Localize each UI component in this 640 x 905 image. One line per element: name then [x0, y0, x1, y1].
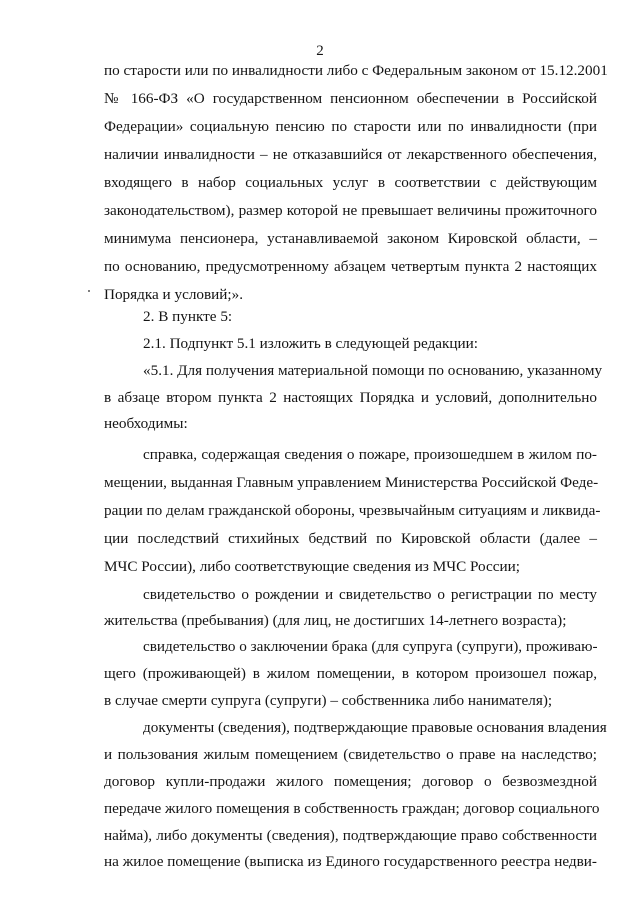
text-line: документы (сведения), подтверждающие правовые основания владения	[143, 719, 607, 736]
text-line: свидетельство о заключении брака (для супруга (супруги), проживаю-	[143, 638, 598, 655]
text-line: свидетельство о рождении и свидетельство о регистрации по месту	[143, 586, 597, 603]
text-line: минимума пенсионера, устанавливаемой законом Кировской области, –	[104, 230, 597, 247]
text-line: ции последствий стихийных бедствий по Кировской области (далее –	[104, 530, 597, 547]
text-line: «5.1. Для получения материальной помощи по основанию, указанному	[143, 362, 603, 379]
text-line: щего (проживающей) в жилом помещении, в котором произошел пожар,	[104, 665, 597, 682]
text-line: мещении, выданная Главным управлением Министерства Российской Феде-	[104, 474, 599, 491]
text-line: и пользования жилым помещением (свидетельство о праве на наследство;	[104, 746, 597, 763]
text-line: Федерации» социальную пенсию по старости или по инвалидности (при	[104, 118, 597, 135]
document-body	[104, 0, 608, 905]
text-line: по основанию, предусмотренному абзацем четвертым пункта 2 настоящих	[104, 258, 597, 275]
text-line: по старости или по инвалидности либо с Федеральным законом от 15.12.2001	[104, 62, 608, 79]
text-line: входящего в набор социальных услуг в соответствии с действующим	[104, 174, 597, 191]
text-line: МЧС России), либо соответствующие сведения из МЧС России;	[104, 558, 520, 575]
text-line: Порядка и условий;».	[104, 286, 244, 303]
scan-speck	[88, 290, 90, 292]
text-line: жительства (пребывания) (для лиц, не достигших 14-летнего возраста);	[104, 612, 567, 629]
text-line: наличии инвалидности – не отказавшийся от лекарственного обеспечения,	[104, 146, 597, 163]
text-line: на жилое помещение (выписка из Единого государственного реестра недви-	[104, 853, 597, 870]
text-line: в случае смерти супруга (супруги) – собственника либо нанимателя);	[104, 692, 553, 709]
text-line: в абзаце втором пункта 2 настоящих Порядка и условий, дополнительно	[104, 389, 597, 406]
text-line: передаче жилого помещения в собственность граждан; договор социального	[104, 800, 600, 817]
text-line: № 166-ФЗ «О государственном пенсионном обеспечении в Российской	[104, 90, 597, 107]
text-line: договор купли-продажи жилого помещения; договор о безвозмездной	[104, 773, 597, 790]
text-line: 2.1. Подпункт 5.1 изложить в следующей редакции:	[143, 335, 479, 352]
text-line: необходимы:	[104, 415, 188, 432]
text-line: рации по делам гражданской обороны, чрезвычайным ситуациям и ликвида-	[104, 502, 601, 519]
text-line: справка, содержащая сведения о пожаре, произошедшем в жилом по-	[143, 446, 597, 463]
text-line: найма), либо документы (сведения), подтверждающие право собственности	[104, 827, 597, 844]
page-number: 2	[316, 43, 324, 59]
text-line: законодательством), размер которой не превышает величины прожиточного	[104, 202, 597, 219]
text-line: 2. В пункте 5:	[143, 308, 233, 325]
